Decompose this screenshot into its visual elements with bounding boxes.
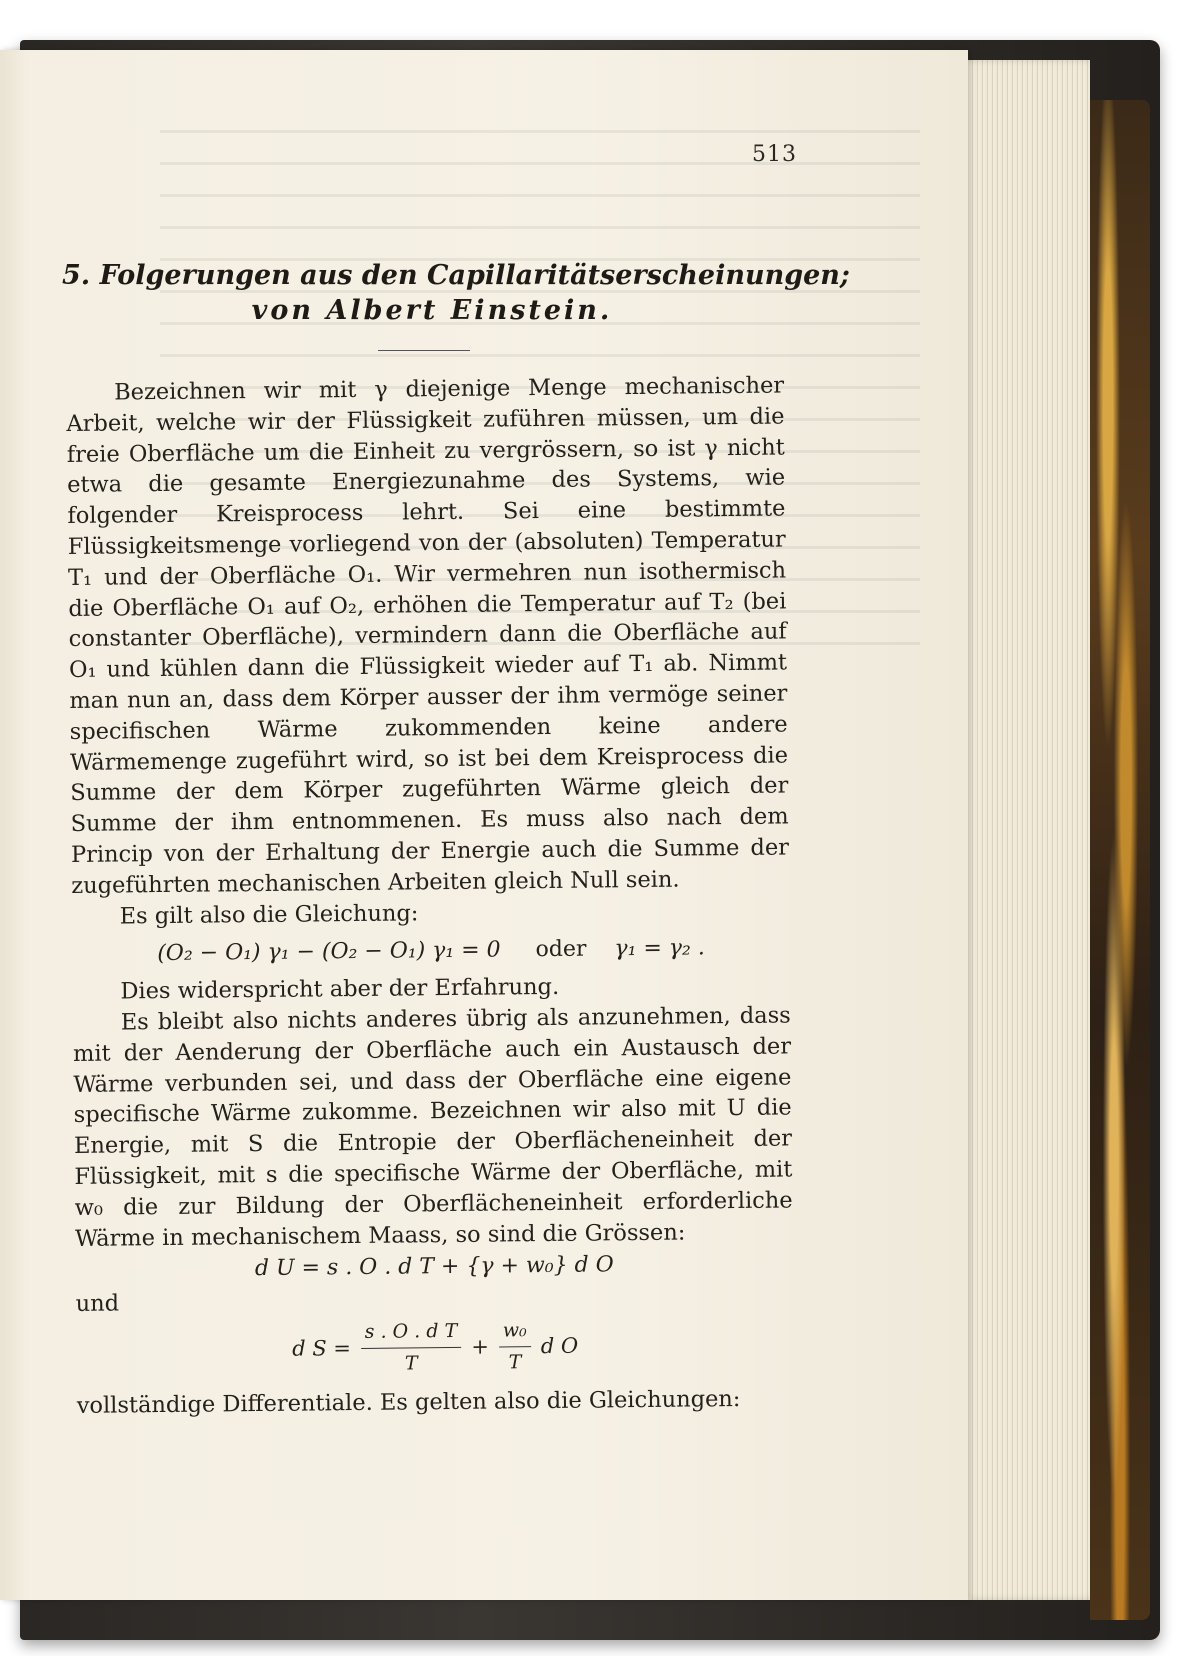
- equation-3-plus: +: [471, 1334, 490, 1359]
- fraction-1-denominator: T: [404, 1352, 418, 1375]
- fraction-2-numerator: w₀: [499, 1315, 531, 1347]
- equation-1-right: γ₁ = γ₂ .: [614, 935, 705, 962]
- title-rule: [378, 350, 470, 351]
- equation-2: d U = s . O . d T + {γ + w₀} d O: [254, 1252, 614, 1282]
- marbled-edge: [1090, 100, 1150, 1620]
- fraction-2-denominator: T: [508, 1350, 522, 1374]
- equation-3: [76, 1312, 795, 1382]
- paragraph-3: Dies widerspricht aber der Erfahrung.: [120, 974, 560, 1005]
- und-label: und: [75, 1290, 120, 1318]
- equation-3-lhs: d S =: [292, 1335, 352, 1361]
- paragraph-1: Bezeichnen wir mit γ diejenige Menge mechanischer Arbeit, welche wir der Flüssigkeit zuführen müssen, um die freie Oberfläche um die Einheit zu vergrössern, so ist γ nicht etwa die gesamte Energiezunahme des Systems, wie folgender Kreisprocess lehrt. Sei eine bestimmte Flüssigkeitsmenge vorliegend von der (absoluten) Temperatur T₁ und der Oberfläche O₁. Wir vermehren nun isothermisch die Oberfläche O₁ auf O₂, erhöhen die Temperatur auf T₂ (bei constanter Oberfläche), vermindern dann die Oberfläche auf O₁ und kühlen dann die Flüssigkeit wieder auf T₁ ab. Nimmt man nun an, dass dem Körper ausser der ihm vermöge seiner specifischen Wärme zukommenden keine andere Wärmemenge zugeführt wird, so ist bei dem Kreisprocess die Summe der dem Körper zugeführten Wärme gleich der Summe der ihm entnommenen. Es muss also nach dem Princip von der Erhaltung der Energie auch die Summe der zugeführten mechanischen Arbeiten gleich Null sein.: [66, 372, 790, 899]
- paragraph-5: vollständige Differentiale. Es gelten also die Gleichungen:: [76, 1385, 741, 1419]
- article-title: [62, 260, 850, 326]
- body-text: [66, 370, 795, 1421]
- equation-3-fraction-2: [499, 1315, 532, 1378]
- title-line-2: von Albert Einstein.: [251, 295, 613, 326]
- equation-1-left: (O₂ − O₁) γ₁ − (O₂ − O₁) γ₁ = 0: [157, 937, 501, 967]
- title-line-1: 5. Folgerungen aus den Capillaritätserscheinungen;: [62, 260, 850, 291]
- book: [0, 40, 1160, 1640]
- paragraph-2: Es gilt also die Gleichung:: [119, 899, 419, 930]
- equation-3-fraction-1: [361, 1316, 462, 1380]
- equation-1-oder: oder: [535, 936, 587, 963]
- equation-3-rhs: d O: [540, 1333, 579, 1358]
- book-page: [0, 50, 968, 1600]
- fraction-1-numerator: s . O . d T: [361, 1316, 462, 1349]
- page-number: 513: [752, 142, 797, 167]
- paragraph-4: Es bleibt also nichts anderes übrig als anzunehmen, dass mit der Aenderung der Oberfläche auch ein Austausch der Wärme verbunden sei, und dass der Oberfläche eine eigene specifische Wärme zukomme. Bezeichnen wir also mit U die Energie, mit S die Entropie der Oberflächeneinheit der Flüssigkeit, mit s die specifische Wärme der Oberfläche, mit w₀ die zur Bildung der Oberflächeneinheit erforderliche Wärme in mechanischem Maass, so sind die Grössen:: [72, 1002, 793, 1252]
- equation-1: [72, 933, 790, 971]
- page-stack-edge: [960, 60, 1090, 1600]
